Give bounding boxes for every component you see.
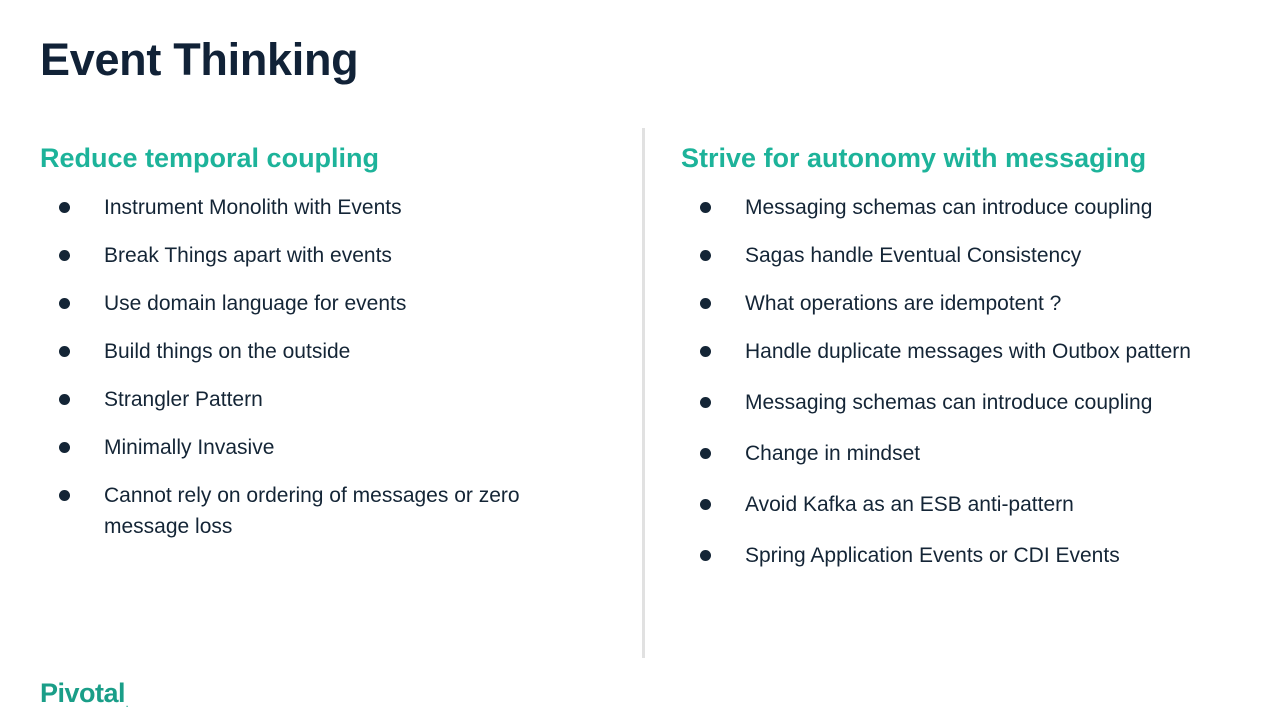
bullet-dot-icon bbox=[700, 448, 711, 459]
bullet-item bbox=[40, 240, 620, 271]
bullet-dot-icon bbox=[59, 202, 70, 213]
pivotal-logo bbox=[40, 678, 128, 709]
right-column-heading: Strive for autonomy with messaging bbox=[681, 143, 1147, 173]
bullet-item bbox=[681, 489, 1281, 520]
bullet-dot-icon bbox=[700, 250, 711, 261]
bullet-dot-icon bbox=[700, 346, 711, 357]
bullet-text: Strangler Pattern bbox=[104, 388, 263, 411]
bullet-item bbox=[40, 480, 620, 542]
bullet-text: What operations are idempotent ? bbox=[745, 292, 1062, 315]
bullet-text: Messaging schemas can introduce coupling bbox=[745, 391, 1153, 414]
column-divider bbox=[642, 128, 645, 658]
bullet-dot-icon bbox=[700, 202, 711, 213]
left-column-heading: Reduce temporal coupling bbox=[40, 143, 380, 173]
bullet-text: Use domain language for events bbox=[104, 292, 407, 315]
right-bullet-list bbox=[681, 192, 1281, 571]
bullet-item bbox=[40, 192, 620, 223]
bullet-text: Minimally Invasive bbox=[104, 436, 275, 459]
bullet-text: Change in mindset bbox=[745, 442, 921, 465]
bullet-dot-icon bbox=[59, 298, 70, 309]
bullet-text: Instrument Monolith with Events bbox=[104, 196, 402, 219]
bullet-item bbox=[681, 438, 1281, 469]
bullet-dot-icon bbox=[59, 490, 70, 501]
bullet-text: Break Things apart with events bbox=[104, 244, 392, 267]
bullet-item bbox=[40, 288, 620, 319]
bullet-dot-icon bbox=[59, 346, 70, 357]
bullet-item bbox=[40, 336, 620, 367]
left-column bbox=[40, 140, 620, 559]
bullet-dot-icon bbox=[700, 550, 711, 561]
bullet-item bbox=[681, 288, 1281, 319]
bullet-text: Cannot rely on ordering of messages or zero message loss bbox=[104, 484, 520, 538]
bullet-text: Spring Application Events or CDI Events bbox=[745, 544, 1120, 567]
bullet-dot-icon bbox=[700, 499, 711, 510]
bullet-text: Build things on the outside bbox=[104, 340, 351, 363]
bullet-dot-icon bbox=[59, 250, 70, 261]
bullet-dot-icon bbox=[59, 442, 70, 453]
logo-mark: . bbox=[126, 700, 128, 709]
bullet-text: Avoid Kafka as an ESB anti-pattern bbox=[745, 493, 1074, 516]
bullet-dot-icon bbox=[59, 394, 70, 405]
right-column bbox=[681, 140, 1281, 588]
bullet-item bbox=[681, 387, 1281, 418]
left-bullet-list bbox=[40, 192, 620, 542]
bullet-item bbox=[681, 240, 1281, 271]
bullet-item bbox=[681, 540, 1281, 571]
bullet-item bbox=[40, 384, 620, 415]
logo-text: Pivotal bbox=[40, 678, 126, 708]
bullet-text: Handle duplicate messages with Outbox pattern bbox=[745, 340, 1191, 363]
bullet-text: Sagas handle Eventual Consistency bbox=[745, 244, 1082, 267]
bullet-item bbox=[40, 432, 620, 463]
bullet-text: Messaging schemas can introduce coupling bbox=[745, 196, 1153, 219]
bullet-dot-icon bbox=[700, 397, 711, 408]
slide-title: Event Thinking bbox=[40, 34, 359, 85]
bullet-item bbox=[681, 192, 1281, 223]
bullet-item bbox=[681, 336, 1281, 367]
bullet-dot-icon bbox=[700, 298, 711, 309]
